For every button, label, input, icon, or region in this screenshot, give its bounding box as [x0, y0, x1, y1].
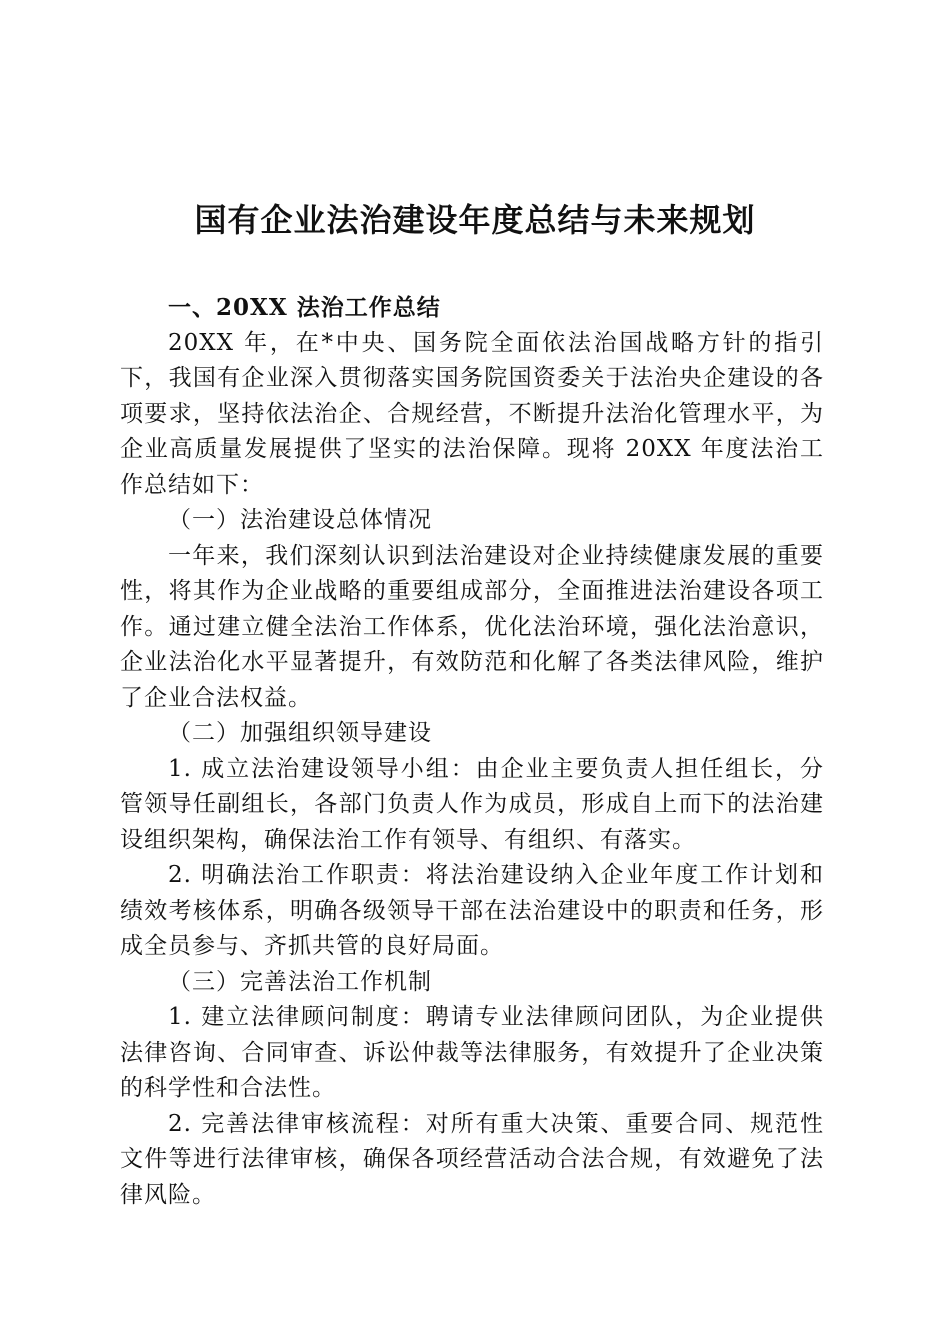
paragraph-overview: 一年来，我们深刻认识到法治建设对企业持续健康发展的重要性，将其作为企业战略的重要组成部分，全面推进法治建设各项工作。通过建立健全法治工作体系，优化法治环境，强化法治意识，企业法治化水平显著提升，有效防范和化解了各类法律风险，维护了企业合法权益。	[120, 542, 824, 711]
subsection-heading-leadership: （二）加强组织领导建设	[168, 720, 432, 746]
paragraph-leadership-2: 2. 明确法治工作职责：将法治建设纳入企业年度工作计划和绩效考核体系，明确各级领导干部在法治建设中的职责和任务，形成全员参与、齐抓共管的良好局面。	[120, 862, 824, 959]
section-heading-1: 一、20XX 法治工作总结	[168, 294, 441, 321]
subsection-heading-mechanism: （三）完善法治工作机制	[168, 968, 432, 995]
paragraph-mechanism-2: 2. 完善法律审核流程：对所有重大决策、重要合同、规范性文件等进行法律审核，确保各项经营活动合法合规，有效避免了法律风险。	[120, 1110, 824, 1208]
document-body	[120, 290, 824, 1213]
paragraph-mechanism-1: 1. 建立法律顾问制度：聘请专业法律顾问团队，为企业提供法律咨询、合同审查、诉讼仲裁等法律服务，有效提升了企业决策的科学性和合法性。	[120, 1004, 824, 1101]
paragraph-leadership-1: 1. 成立法治建设领导小组：由企业主要负责人担任组长，分管领导任副组长，各部门负责人作为成员，形成自上而下的法治建设组织架构，确保法治工作有领导、有组织、有落实。	[120, 755, 824, 853]
document-title: 国有企业法治建设年度总结与未来规划	[194, 201, 756, 239]
paragraph-intro: 20XX 年，在*中央、国务院全面依法治国战略方针的指引下，我国有企业深入贯彻落实国务院国资委关于法治央企建设的各项要求，坚持依法治企、合规经营，不断提升法治化管理水平，为企业高质量发展提供了坚实的法治保障。现将 20XX 年度法治工作总结如下：	[120, 329, 824, 498]
subsection-heading-overview: （一）法治建设总体情况	[168, 507, 432, 533]
